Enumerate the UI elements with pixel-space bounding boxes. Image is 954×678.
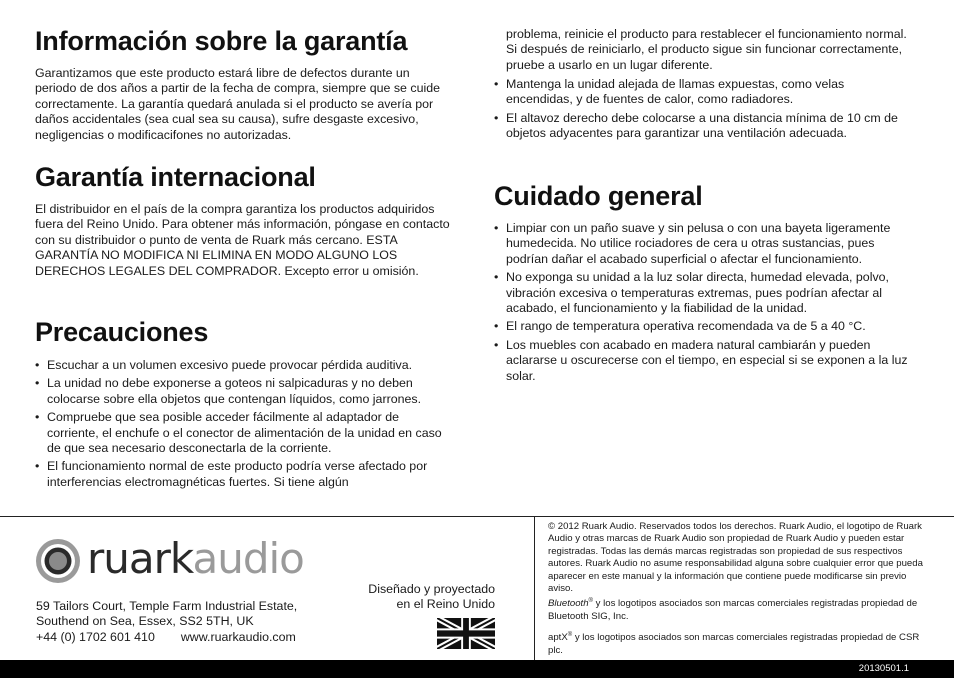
designed-line: Diseñado y proyectado <box>368 582 495 596</box>
ruark-roundel-icon <box>35 538 81 584</box>
footer-bar <box>0 660 954 678</box>
international-warranty-heading: Garantía internacional <box>35 162 316 192</box>
registered-mark: ® <box>567 632 573 639</box>
precautions-list-continued <box>494 77 912 145</box>
bluetooth-text: y los logotipos asociados son marcas comerciales registradas propiedad de Bluetooth SIG, Inc. <box>548 598 918 623</box>
registered-mark: ® <box>588 598 593 605</box>
address-line: 59 Tailors Court, Temple Farm Industrial Estate, <box>36 599 298 613</box>
aptx-name: aptX <box>548 632 568 644</box>
list-item: • Limpiar con un paño suave y sin pelusa o con una bayeta ligeramente humedecida. No utilice rociadores de cera u otras sustancias, pues podrían dañar el acabado superficial o afectar el funcionamiento. <box>494 221 912 267</box>
aptx-text: y los logotipos asociados son marcas comerciales registradas propiedad de CSR plc. <box>548 632 920 657</box>
website-link[interactable]: www.ruarkaudio.com <box>180 629 296 644</box>
footer-divider <box>0 516 954 517</box>
legal-notice <box>548 521 923 663</box>
designed-in-uk-text <box>330 582 495 613</box>
designed-line: en el Reino Unido <box>396 597 495 612</box>
list-item: • Compruebe que sea posible acceder fácilmente al adaptador de corriente, el enchufe o el conector de alimentación de la unidad en caso de que sea necesario desconectarla de la corriente. <box>35 410 453 456</box>
copyright-text: © 2012 Ruark Audio. Reservados todos los derechos. Ruark Audio, el logotipo de Ruark Audio y otras marcas de Ruark Audio son propiedad de Ruark Audio y pueden estar registradas. Todas las demás marcas registradas son propiedad de sus respectivos autores. Ruark Audio no asume responsabilidad alguna sobre cualquier error que pueda aparecer en este manual y la información que contiene puede modificarse sin previo aviso. <box>548 521 923 595</box>
international-warranty-text: El distribuidor en el país de la compra garantiza los productos adquiridos fuera del Reino Unido. Para obtener más información, póngase en contacto con su distribuidor o punto de venta de Ruark más cercano. ESTA GARANTÍA NO MODIFICA NI ELIMINA EN MODO ALGUNO LOS DERECHOS LEGALES DEL COMPRADOR. Excepto error u omisión. <box>35 202 450 278</box>
list-item: • Los muebles con acabado en madera natural cambiarán y pueden aclararse u oscurecerse con el tiempo, en especial si se exponen a la luz solar. <box>494 338 912 384</box>
precautions-list <box>35 358 453 493</box>
uk-flag-icon <box>437 618 495 649</box>
bluetooth-notice <box>548 595 923 623</box>
ruark-audio-logo <box>35 534 305 585</box>
general-care-heading: Cuidado general <box>494 181 703 211</box>
warranty-text: Garantizamos que este producto estará libre de defectos durante un periodo de dos años a partir de la fecha de compra, siempre que se cuide correctamente. La garantía quedará anulada si el producto se avería por daños accidentales (sea cual sea su causa), sufre desgaste excesivo, negligencias o modificacifones no autorizadas. <box>35 66 441 142</box>
list-item: • El funcionamiento normal de este producto podría verse afectado por interferencias electromagnéticas fuertes. Si tiene algún <box>35 459 453 490</box>
list-item: • La unidad no debe exponerse a goteos ni salpicaduras y no deben colocarse sobre ella objetos que contengan líquidos, como jarrones. <box>35 376 453 407</box>
warranty-heading: Información sobre la garantía <box>35 26 408 56</box>
precautions-heading: Precauciones <box>35 317 209 347</box>
general-care-list <box>494 221 912 387</box>
list-item: • El rango de temperatura operativa recomendada va de 5 a 40 °C. <box>494 319 912 334</box>
list-item: • Mantenga la unidad alejada de llamas expuestas, como velas encendidas, y de fuentes de calor, como radiadores. <box>494 77 912 108</box>
list-item: • No exponga su unidad a la luz solar directa, humedad elevada, polvo, vibración excesiva o temperaturas extremas, pues podrían afectar al acabado, el funcionamiento y la fiabilidad de la unidad. <box>494 270 912 316</box>
logo-ruark: ruark <box>87 534 193 583</box>
precautions-continued-text: problema, reinicie el producto para restablecer el funcionamiento normal. Si después de reiniciarlo, el producto sigue sin funcionar correctamente, pruebe a usarlo en un lugar diferente. <box>506 27 907 72</box>
bluetooth-name: Bluetooth <box>548 598 589 610</box>
address-line: Southend on Sea, Essex, SS2 5TH, UK <box>36 614 254 629</box>
list-item: • El altavoz derecho debe colocarse a una distancia mínima de 10 cm de objetos adyacentes para garantizar una ventilación adecuada. <box>494 111 912 142</box>
logo-wordmark <box>87 535 304 583</box>
footer-vertical-divider <box>534 516 535 660</box>
aptx-notice <box>548 629 923 657</box>
phone-number: +44 (0) 1702 601 410 <box>36 629 155 644</box>
company-address <box>36 599 356 645</box>
version-number: 20130501.1 <box>858 663 909 674</box>
list-item: • Escuchar a un volumen excesivo puede provocar pérdida auditiva. <box>35 358 453 373</box>
logo-audio: audio <box>192 534 304 583</box>
contact-line <box>36 630 356 645</box>
